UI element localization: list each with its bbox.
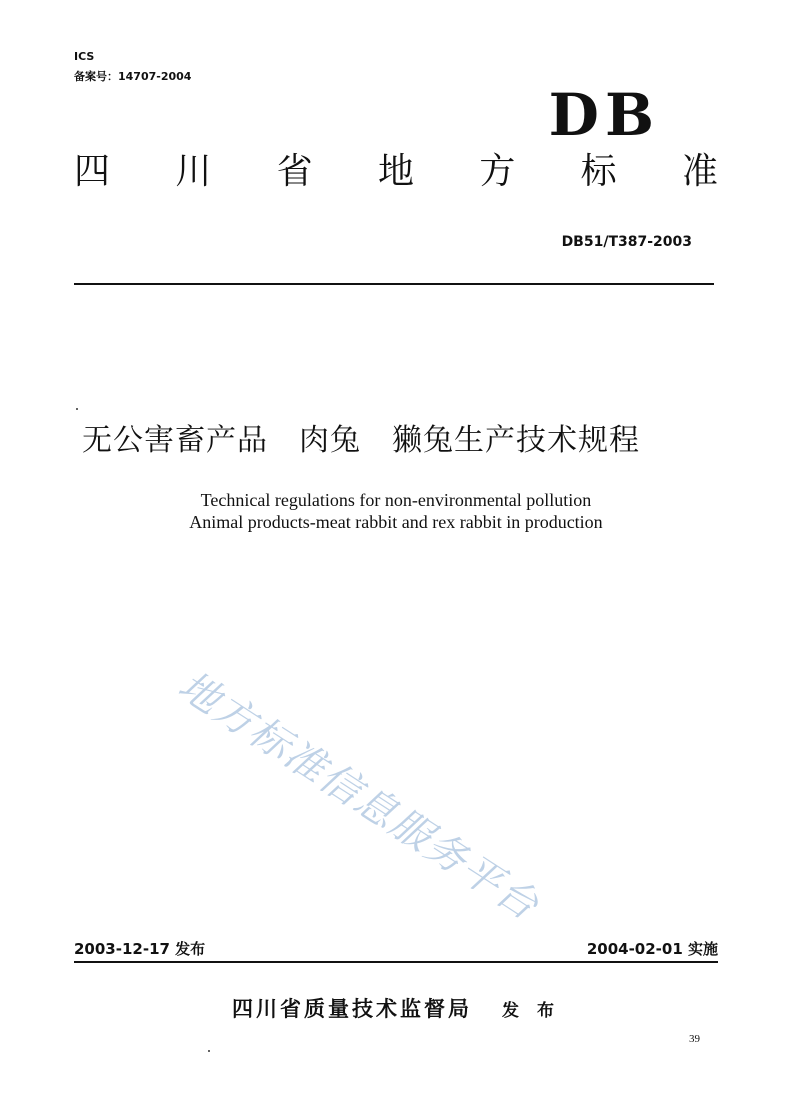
scan-speck: [208, 1050, 210, 1052]
category-char: 标: [580, 151, 617, 192]
ics-label: ICS: [74, 50, 95, 63]
page-number: 39: [689, 1033, 700, 1045]
category-char: 川: [175, 151, 212, 192]
chinese-title: 无公害畜产品 肉兔 獭兔生产技术规程: [82, 423, 640, 458]
category-char: 省: [276, 151, 313, 192]
category-char: 方: [479, 151, 516, 192]
implementation-date: 2004-02-01 实施: [586, 940, 718, 958]
issuer: [0, 993, 792, 1023]
issue-date: 2003-12-17 发布: [74, 940, 206, 958]
standard-category: [74, 151, 718, 192]
category-char: 四: [74, 151, 111, 192]
standard-number: DB51/T387-2003: [561, 234, 692, 250]
issuer-suffix: 发 布: [502, 1001, 560, 1021]
english-title-line1: Technical regulations for non-environmental pollution: [200, 490, 592, 510]
issuer-name: 四川省质量技术监督局: [232, 997, 473, 1021]
scan-speck: [76, 408, 78, 410]
category-char: 地: [377, 151, 414, 192]
category-char: 准: [681, 151, 718, 192]
english-title-line2: Animal products-meat rabbit and rex rabbit in production: [189, 512, 603, 532]
db-logo: DB: [548, 81, 660, 149]
bottom-divider: [74, 961, 718, 963]
record-number: 备案号：14707-2004: [74, 70, 192, 83]
top-divider: [74, 283, 714, 285]
watermark: 地方标准信息服务平台: [170, 662, 548, 930]
